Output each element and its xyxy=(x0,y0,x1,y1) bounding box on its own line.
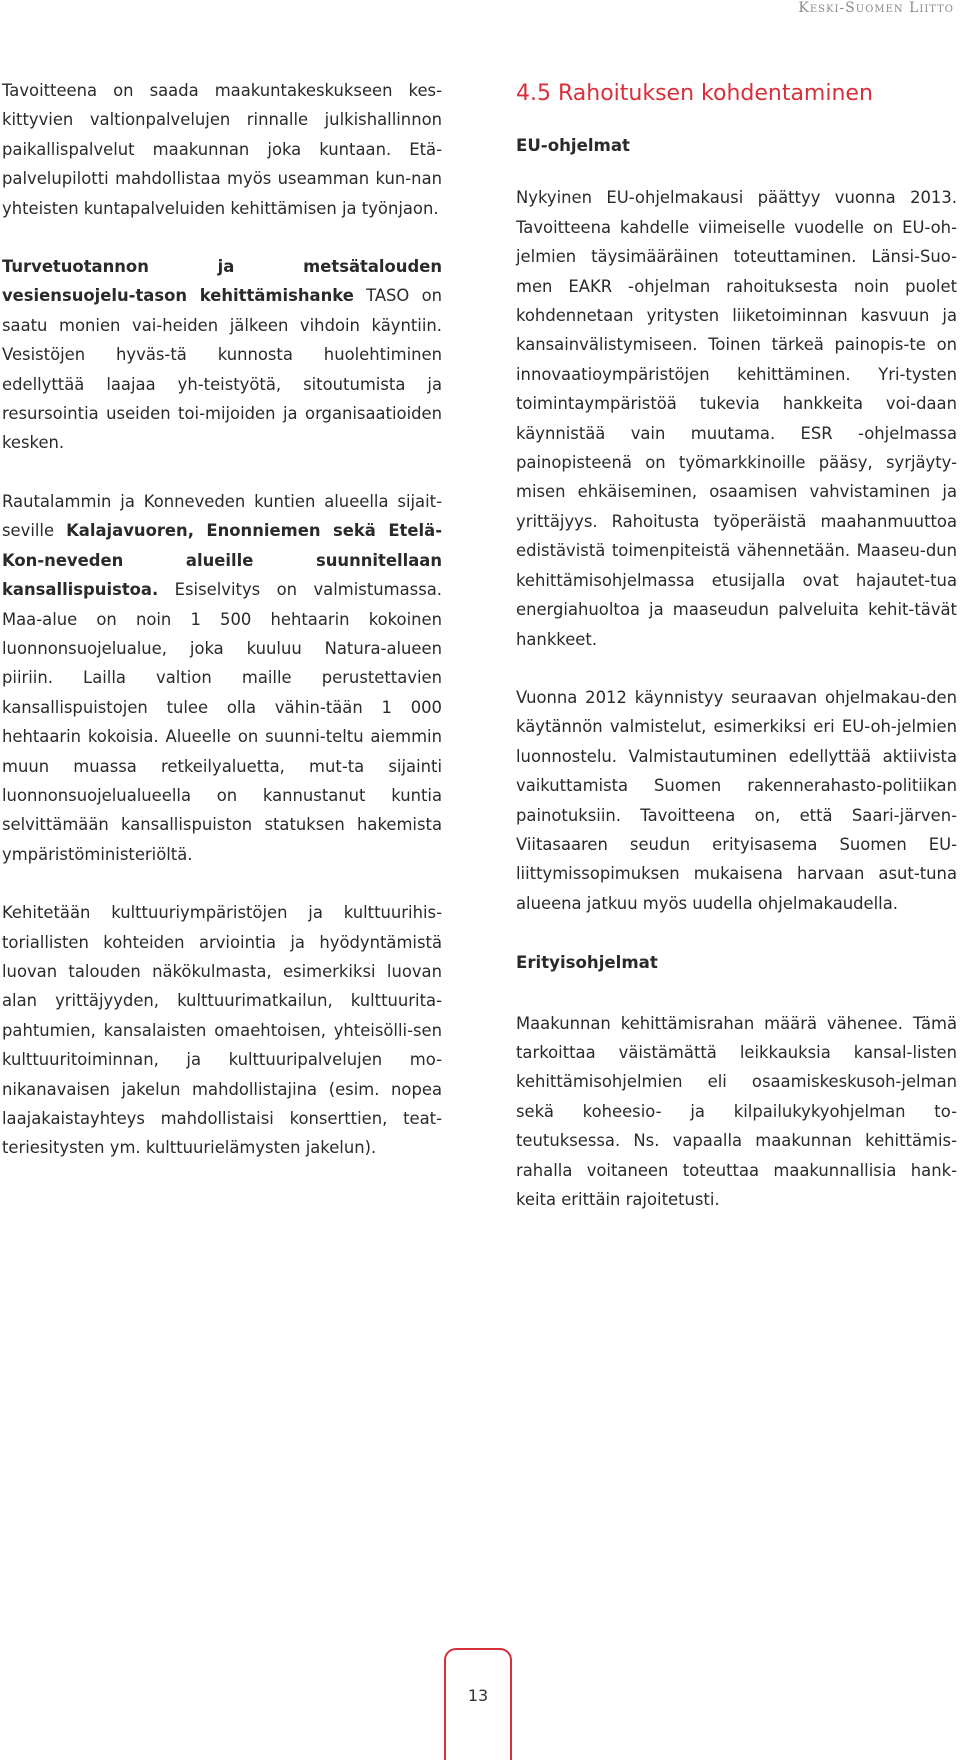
subheading-erityisohjelmat: Erityisohjelmat xyxy=(516,953,658,973)
section-title: 4.5 Rahoituksen kohdentaminen xyxy=(516,81,873,106)
running-header: Keski-Suomen Liitto xyxy=(798,0,954,16)
taso-bold-lead: Turvetuotannon ja metsätalouden vesiensuojelu-tason kehittämishanke xyxy=(2,257,442,306)
page-number: 13 xyxy=(467,1686,489,1705)
paragraph-kansallispuisto xyxy=(2,487,442,869)
paragraph-kulttuuri: Kehitetään kulttuuriympäristöjen ja kulttuurihis-toriallisten kohteiden arviointia ja hyödyntämistä luovan talouden näkökulmasta, esimerkiksi luovan alan yrittäjyyden, kulttuurimatkailun, kulttuurita-pahtumien, kansalaisten omaehtoisen, yhteisölli-sen kulttuuritoiminnan, ja kulttuuripalvelujen mo-nikanavaisen jakelun mahdollistajina (esim. nopea laajakaistayhteys mahdollistaisi konserttien, teat-teriesitysten ym. kulttuurielämysten jakelun). xyxy=(2,903,442,1158)
taso-text: TASO on saatu monien vai-heiden jälkeen vihdoin käyntiin. Vesistöjen hyväs-tä kunnosta huolehtiminen edellyttää laajaa yh-teistyötä, sitoutumista ja resursointia useiden toi-mijoiden ja organisaatioiden kesken. xyxy=(2,286,443,453)
page-number-tab xyxy=(444,1648,512,1760)
kansallispuisto-bold: Kalajavuoren, Enonniemen sekä Etelä-Kon-neveden alueille suunnitellaan kansallispuistoa. xyxy=(2,521,442,600)
paragraph-kehittamisraha: Maakunnan kehittämisrahan määrä vähenee. Tämä tarkoittaa väistämättä leikkauksia kansal-listen kehittämisohjelmien eli osaamiskeskusoh-jelman sekä koheesio- ja kilpailukykyohjelman to-teutuksessa. Ns. vapaalla maakunnan kehittämis-rahalla voitaneen toteuttaa maakunnallisia hank-keita erittäin rajoitetusti. xyxy=(516,1013,957,1209)
right-column xyxy=(516,80,957,1214)
paragraph-etapalvelu: Tavoitteena on saada maakuntakeskukseen kes-kittyvien valtionpalvelujen rinnalle julkishallinnon paikallispalvelut maakunnan joka kuntaan. Etä-palvelupilotti mahdollistaa myös useamman kun-nan yhteisten kuntapalveluiden kehittämisen ja työnjaon. xyxy=(2,81,442,218)
subheading-eu-ohjelmat: EU-ohjelmat xyxy=(516,136,630,155)
kansallispuisto-text: Esiselvitys on valmistumassa. Maa-alue on noin 1 500 hehtaarin kokoinen luonnonsuojelualue, joka kuuluu Natura-alueen piiriin. Lailla valtion maille perustettavien kansallispuistojen tulee olla vähin-tään 1 000 hehtaarin kokoisia. Alueelle on suunni-teltu aiemmin muun muassa retkeilyaluetta, mut-ta sijainti luonnonsuojelualueella on kannustanut kuntia selvittämään kansallispuiston statuksen hakemista ympäristöministeriöltä. xyxy=(2,580,442,864)
kansallispuisto-intro: Rautalammin ja Konneveden kuntien alueella sijait-seville xyxy=(2,491,442,541)
left-column xyxy=(2,76,442,1163)
paragraph-vuonna-2012: Vuonna 2012 käynnistyy seuraavan ohjelmakau-den käytännön valmistelut, esimerkiksi eri EU-oh-jelmien luonnostelu. Valmistautuminen edellyttää aktiivista vaikuttamista Suomen rakennerahasto-politiikan painotuksiin. Tavoitteena on, että Saari-järven-Viitasaaren seudun erityisasema Suomen EU-liittymissopimuksen mukaisena harvaan asut-tuna alueena jatkuu myös uudella ohjelmakaudella. xyxy=(516,687,957,913)
paragraph-eu-ohjelmakausi: Nykyinen EU-ohjelmakausi päättyy vuonna 2013. Tavoitteena kahdelle viimeiselle vuodelle on EU-oh-jelmien täysimääräinen toteuttaminen. Länsi-Suo-men EAKR -ohjelman rahoituksesta noin puolet kohdennetaan yritysten liiketoiminnan kasvuun ja kansainvälistymiseen. Toinen tärkeä painopis-te on innovaatioympäristöjen kehittäminen. Yri-tysten toimintaympäristöä tukevia hankkeita voi-daan käynnistää vain muutama. ESR -ohjelmassa painopisteenä on työmarkkinoille pääsy, syrjäyty-misen ehkäiseminen, osaamisen vahvistaminen ja yrittäjyys. Rahoitusta työperäistä maahanmuuttoa edistävistä toimenpiteistä vähennetään. Maaseu-dun kehittämisohjelmassa etusijalla ovat hajautet-tua energiahuoltoa ja maaseudun palveluita kehit-tävät hankkeet. xyxy=(516,188,957,649)
paragraph-taso xyxy=(2,252,442,458)
